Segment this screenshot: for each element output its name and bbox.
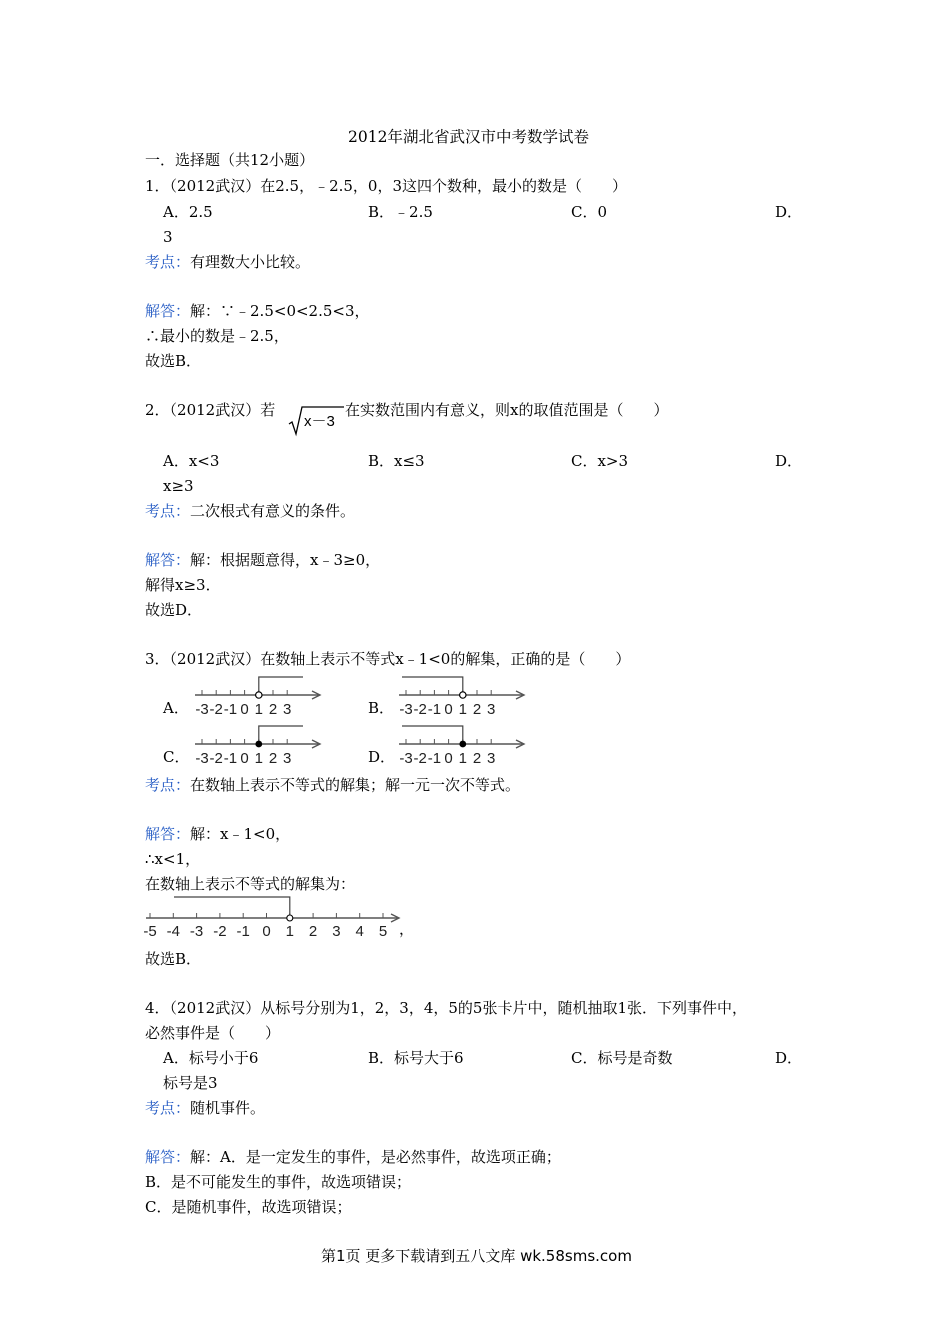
axis-tick-label: 3: [283, 750, 292, 767]
axis-tick-label: -4: [166, 923, 180, 940]
axis-tick-label: 4: [355, 923, 364, 940]
q3-stem: 3．（2012武汉）在数轴上表示不等式x﹣1<0的解集，正确的是（ ）: [145, 650, 631, 668]
axis-tick-label: -3: [195, 750, 209, 767]
q4-option-b: B．标号大于6: [368, 1049, 464, 1067]
axis-tick-label: 5: [378, 923, 388, 940]
q3-option-a: A．: [163, 699, 189, 717]
axis-tick-label: -1: [427, 750, 442, 767]
solution-bracket: [259, 726, 303, 741]
q3-jieda-line-1: 解：x﹣1<0，: [190, 825, 291, 843]
number-line-option-b: [399, 672, 527, 718]
q1-jieda-line-3: 故选B．: [145, 352, 202, 370]
q3-option-b: B．: [368, 699, 395, 717]
number-line-option-a: [195, 672, 323, 718]
q2-kaodian: 二次根式有意义的条件。: [190, 502, 356, 520]
solution-bracket: [174, 897, 290, 915]
q2-jieda-line-2: 解得x≥3．: [145, 576, 221, 594]
number-line-solution: [140, 892, 415, 940]
open-endpoint: [256, 692, 262, 698]
q2-kaodian-label: 考点：: [145, 502, 191, 520]
axis-tick-label: -1: [236, 923, 250, 940]
q4-stem-line-2: 必然事件是（ ）: [145, 1024, 281, 1042]
q2-stem-part-2: 在实数范围内有意义，则x的取值范围是（ ）: [345, 401, 669, 419]
q2-jieda-line-1: 解：根据题意得，x﹣3≥0，: [190, 551, 381, 569]
solution-comma: ，: [399, 921, 415, 938]
axis-tick-label: 2: [472, 701, 482, 718]
q4-jieda-line-2: B．是不可能发生的事件，故选项错误；: [145, 1173, 412, 1191]
axis-tick-label: -2: [413, 701, 427, 718]
q1-option-d-value: 3: [163, 228, 173, 246]
q4-kaodian: 随机事件。: [190, 1099, 266, 1117]
q4-jieda-label: 解答：: [145, 1148, 191, 1166]
axis-tick-label: -3: [399, 701, 413, 718]
q1-jieda-line-2: ∴最小的数是﹣2.5，: [145, 327, 289, 345]
filled-endpoint: [255, 741, 262, 748]
axis-tick-label: -2: [209, 701, 223, 718]
q1-option-b: B．﹣2.5: [368, 203, 433, 221]
q1-kaodian-label: 考点：: [145, 253, 191, 271]
axis-tick-label: -3: [195, 701, 209, 718]
axis-tick-label: 1: [254, 701, 263, 718]
q4-stem-line-1: 4．（2012武汉）从标号分别为1，2，3，4，5的5张卡片中，随机抽取1张．下列事件中，: [145, 999, 748, 1017]
axis-tick-label: 2: [268, 750, 278, 767]
q3-option-c: C．: [163, 748, 190, 766]
q4-option-c: C．标号是奇数: [571, 1049, 673, 1067]
axis-tick-label: -3: [399, 750, 413, 767]
axis-tick-label: -2: [413, 750, 427, 767]
axis-tick-label: 0: [240, 701, 249, 718]
q3-kaodian-label: 考点：: [145, 776, 191, 794]
q2-option-b: B．x≤3: [368, 452, 425, 470]
page-title: 2012年湖北省武汉市中考数学试卷: [348, 128, 589, 146]
q4-jieda-line-3: C．是随机事件，故选项错误；: [145, 1198, 352, 1216]
axis-tick-label: 0: [444, 701, 453, 718]
q4-option-d-value: 标号是3: [163, 1074, 218, 1092]
q1-option-a: A．2.5: [163, 203, 213, 221]
axis-tick-label: 1: [285, 923, 294, 940]
axis-tick-label: 0: [444, 750, 453, 767]
sqrt-radicand: x－3: [304, 413, 335, 430]
axis-tick-label: -1: [223, 701, 238, 718]
axis-tick-label: -2: [213, 923, 227, 940]
open-endpoint: [287, 915, 293, 921]
axis-tick-label: 3: [283, 701, 292, 718]
open-endpoint: [460, 692, 466, 698]
axis-tick-label: -3: [189, 923, 204, 940]
axis-tick-label: 0: [262, 923, 271, 940]
axis-tick-label: 1: [458, 701, 467, 718]
q3-jieda-line-3: 在数轴上表示不等式的解集为：: [145, 875, 356, 893]
section-heading: 一．选择题（共12小题）: [145, 151, 315, 169]
axis-tick-label: 0: [240, 750, 249, 767]
filled-endpoint: [459, 741, 466, 748]
q1-option-d: D．: [775, 203, 803, 221]
q2-jieda-label: 解答：: [145, 551, 191, 569]
q3-jieda-label: 解答：: [145, 825, 191, 843]
axis-tick-label: 2: [308, 923, 318, 940]
axis-tick-label: 1: [254, 750, 263, 767]
q1-kaodian: 有理数大小比较。: [190, 253, 311, 271]
q4-option-d: D．: [775, 1049, 803, 1067]
solution-bracket: [259, 677, 303, 692]
page-footer: 第1页 更多下载请到五八文库 wk.58sms.com: [321, 1247, 632, 1265]
sqrt-expression: [287, 404, 345, 436]
q3-option-d: D．: [368, 748, 396, 766]
axis-tick-label: 3: [487, 750, 496, 767]
axis-tick-label: -1: [223, 750, 238, 767]
q1-stem: 1．（2012武汉）在2.5，﹣2.5，0，3这四个数种，最小的数是（ ）: [145, 177, 628, 195]
q4-kaodian-label: 考点：: [145, 1099, 191, 1117]
axis-tick-label: 1: [458, 750, 467, 767]
axis-tick-label: 3: [487, 701, 496, 718]
q2-stem-part-1: 2．（2012武汉）若: [145, 401, 276, 419]
axis-tick-label: 2: [268, 701, 278, 718]
q4-option-a: A．标号小于6: [163, 1049, 259, 1067]
q1-jieda-line-1: 解：∵﹣2.5<0<2.5<3，: [190, 302, 370, 320]
q2-option-c: C．x>3: [571, 452, 629, 470]
number-line-option-d: [399, 721, 527, 767]
q3-jieda-line-2: ∴x<1，: [145, 850, 201, 868]
q2-jieda-line-3: 故选D．: [145, 601, 203, 619]
axis-tick-label: -1: [427, 701, 442, 718]
q2-option-a: A．x<3: [163, 452, 220, 470]
axis-tick-label: 3: [332, 923, 341, 940]
q3-kaodian: 在数轴上表示不等式的解集；解一元一次不等式。: [190, 776, 521, 794]
axis-tick-label: -5: [143, 923, 157, 940]
number-line-option-c: [195, 721, 323, 767]
q2-option-d-value: x≥3: [163, 477, 194, 495]
q2-option-d: D．: [775, 452, 803, 470]
q1-jieda-label: 解答：: [145, 302, 191, 320]
q4-jieda-line-1: 解：A．是一定发生的事件，是必然事件，故选项正确；: [190, 1148, 561, 1166]
solution-bracket: [402, 677, 463, 692]
solution-bracket: [402, 726, 463, 741]
axis-tick-label: -2: [209, 750, 223, 767]
q3-final: 故选B．: [145, 950, 202, 968]
q1-option-c: C．0: [571, 203, 608, 221]
axis-tick-label: 2: [472, 750, 482, 767]
